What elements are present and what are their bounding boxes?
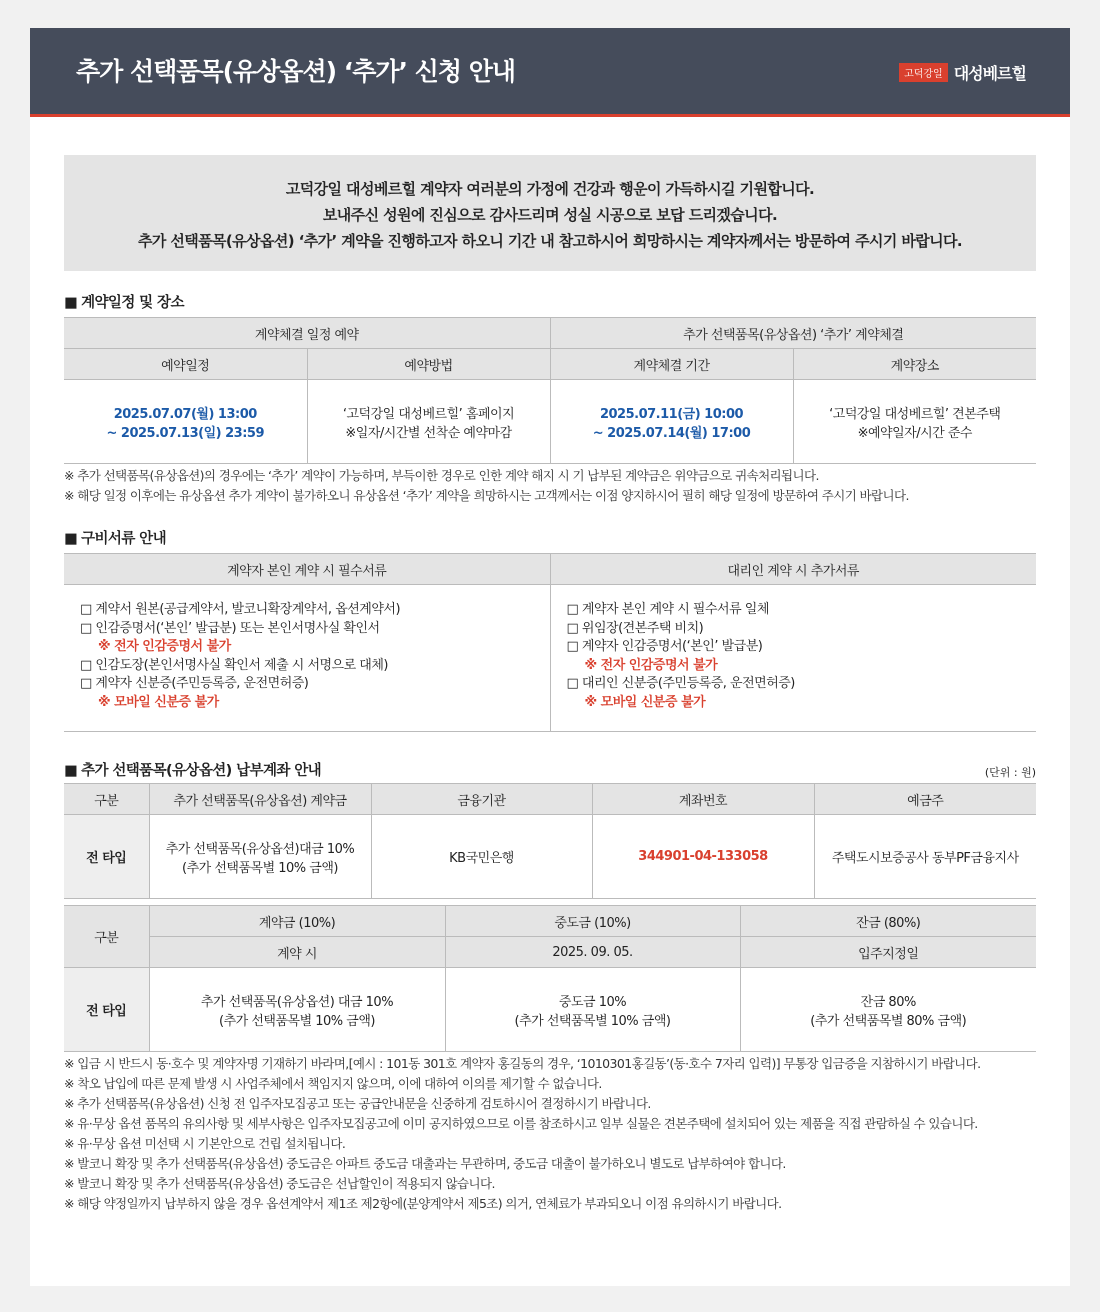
middle-subtext: (추가 선택품목별 10% 금액): [514, 1013, 671, 1029]
col-type: 구분: [64, 784, 149, 815]
note-line: ※ 발코니 확장 및 추가 선택품목(유상옵션) 중도금은 아파트 중도금 대출과는 무관하며, 중도금 대출이 불가하오니 별도로 납부하여야 합니다.: [64, 1156, 786, 1171]
account-number: 344901-04-133058: [592, 815, 814, 899]
col-contract-period: 계약체결 기간: [550, 349, 793, 380]
account-section: [64, 761, 1036, 899]
col-reserve-date: 예약일정: [64, 349, 307, 380]
deposit-cell: [149, 968, 445, 1052]
balance-header: 잔금 (80%): [740, 906, 1036, 937]
schedule-group-right: 추가 선택품목(유상옵션) ‘추가’ 계약체결: [550, 318, 1036, 349]
note-line: ※ 발코니 확장 및 추가 선택품목(유상옵션) 중도금은 선납할인이 적용되지 않습니다.: [64, 1176, 495, 1191]
intro-line: 고덕강일 대성베르힐 계약자 여러분의 가정에 건강과 행운이 가득하시길 기원합니다.: [285, 180, 815, 198]
note-line: ※ 해당 일정 이후에는 유상옵션 추가 계약이 불가하오니 유상옵션 ‘추가’ 계약을 희망하시는 고객께서는 이점 양지하시어 필히 해당 일정에 방문하여 주시기 바랍니다.: [64, 488, 909, 503]
row-type: 전 타입: [64, 815, 149, 899]
schedule-section: [64, 293, 1036, 506]
doc-item: □ 대리인 신분증(주민등록증, 운전면허증): [566, 676, 795, 691]
reserve-method-cell: [307, 380, 550, 464]
contract-place-cell: [793, 380, 1036, 464]
col-account-number: 계좌번호: [592, 784, 814, 815]
documents-section: [64, 529, 1036, 732]
account-table: [64, 783, 1036, 899]
payment-type-header: 구분: [64, 906, 149, 968]
reserve-date-end: ~ 2025.07.13(일) 23:59: [106, 425, 264, 441]
self-docs-cell: [64, 585, 550, 732]
col-agent-docs: 대리인 계약 시 추가서류: [550, 554, 1036, 585]
doc-item: □ 인감도장(본인서명사실 확인서 제출 시 서명으로 대체): [80, 657, 388, 673]
note-line: ※ 추가 선택품목(유상옵션) 신청 전 입주자모집공고 또는 공급안내문을 신중하게 검토하시어 결정하시기 바랍니다.: [64, 1096, 651, 1111]
reserve-method: ‘고덕강일 대성베르힐’ 홈페이지: [342, 406, 515, 422]
intro-box: [64, 155, 1036, 271]
deposit-text: 추가 선택품목(유상옵션)대금 10%: [165, 841, 355, 857]
holder-cell: 주택도시보증공사 동부PF금융지사: [814, 815, 1036, 899]
doc-warning: ※ 모바일 신분증 불가: [584, 694, 706, 710]
section-title: ■ 구비서류 안내: [64, 529, 1036, 549]
deposit-subtext: (추가 선택품목별 10% 금액): [182, 860, 338, 876]
section-title: ■ 계약일정 및 장소: [64, 293, 1036, 313]
schedule-notes: [64, 466, 1036, 506]
col-contract-place: 계약장소: [793, 349, 1036, 380]
section-title: ■ 추가 선택품목(유상옵션) 납부계좌 안내: [64, 761, 1036, 781]
agent-docs-cell: [550, 585, 1036, 732]
schedule-group-left: 계약체결 일정 예약: [64, 318, 550, 349]
documents-table: [64, 553, 1036, 732]
contract-period-cell: [550, 380, 793, 464]
doc-item: □ 위임장(견본주택 비치): [566, 620, 704, 636]
col-reserve-method: 예약방법: [307, 349, 550, 380]
intro-line: 보내주신 성원에 진심으로 감사드리며 성실 시공으로 보답 드리겠습니다.: [322, 206, 778, 224]
col-self-docs: 계약자 본인 계약 시 필수서류: [64, 554, 550, 585]
note-line: ※ 입금 시 반드시 동·호수 및 계약자명 기재하기 바라며,[예시 : 101동 301호 계약자 홍길동의 경우, ‘1010301홍길동’(동·호수 7자리 입력)] 무통장 입금증을 지참하시기 바랍니다.: [64, 1056, 981, 1071]
middle-text: 중도금 10%: [558, 994, 627, 1010]
doc-item: □ 인감증명서(‘본인’ 발급분) 또는 본인서명사실 확인서: [80, 620, 380, 636]
contract-place: ‘고덕강일 대성베르힐’ 견본주택: [829, 406, 1001, 422]
deposit-header: 계약금 (10%): [149, 906, 445, 937]
bank-cell: KB국민은행: [371, 815, 592, 899]
intro-line: 추가 선택품목(유상옵션) ‘추가’ 계약을 진행하고자 하오니 기간 내 참고하시어 희망하시는 계약자께서는 방문하여 주시기 바랍니다.: [137, 232, 963, 250]
doc-item: □ 계약자 신분증(주민등록증, 운전면허증): [80, 676, 309, 691]
brand-tag: 고덕강일: [899, 63, 948, 82]
note-line: ※ 착오 납입에 따른 문제 발생 시 사업주체에서 책임지지 않으며, 이에 대하여 이의를 제기할 수 없습니다.: [64, 1076, 602, 1091]
doc-item: □ 계약자 본인 계약 시 필수서류 일체: [566, 602, 769, 617]
schedule-table: [64, 317, 1036, 464]
note-line: ※ 해당 약정일까지 납부하지 않을 경우 옵션계약서 제1조 제2항에(분양계약서 제5조) 의거, 연체료가 부과되오니 이점 유의하시기 바랍니다.: [64, 1196, 782, 1211]
brand-name: 대성베르힐: [953, 64, 1026, 83]
balance-subtext: (추가 선택품목별 80% 금액): [810, 1013, 967, 1029]
payment-table: [64, 905, 1036, 1052]
middle-header: 중도금 (10%): [445, 906, 740, 937]
reserve-date-start: 2025.07.07(월) 13:00: [113, 406, 257, 422]
note-line: ※ 추가 선택품목(유상옵션)의 경우에는 ‘추가’ 계약이 가능하며, 부득이한 경우로 인한 계약 해지 시 기 납부된 계약금은 위약금으로 귀속처리됩니다.: [64, 468, 819, 483]
middle-cell: [445, 968, 740, 1052]
page-title: 추가 선택품목(유상옵션) ‘추가’ 신청 안내: [76, 57, 516, 86]
unit-label: (단위 : 원): [984, 766, 1036, 779]
middle-date: 2025. 09. 05.: [445, 937, 740, 968]
deposit-timing: 계약 시: [149, 937, 445, 968]
deposit-text: 추가 선택품목(유상옵션) 대금 10%: [200, 994, 394, 1010]
note-line: ※ 유·무상 옵션 미선택 시 기본안으로 건립 설치됩니다.: [64, 1136, 346, 1151]
contract-period-start: 2025.07.11(금) 10:00: [599, 406, 744, 422]
doc-warning: ※ 전자 인감증명서 불가: [98, 639, 231, 654]
col-bank: 금융기관: [371, 784, 592, 815]
brand-logo: [899, 61, 1026, 84]
deposit-cell: [149, 815, 371, 899]
payment-section: [64, 905, 1036, 1214]
balance-cell: [740, 968, 1036, 1052]
deposit-subtext: (추가 선택품목별 10% 금액): [219, 1013, 375, 1029]
payment-notes: [64, 1054, 1036, 1214]
notice-card: [30, 28, 1070, 1286]
page-header: [30, 28, 1070, 117]
note-line: ※ 유·무상 옵션 품목의 유의사항 및 세부사항은 입주자모집공고에 이미 공지하였으므로 이를 참조하시고 일부 실물은 견본주택에 설치되어 있는 제품을 직접 관람하실 수 있습니다.: [64, 1116, 978, 1131]
row-type: 전 타입: [64, 968, 149, 1052]
doc-warning: ※ 모바일 신분증 불가: [98, 694, 219, 710]
doc-warning: ※ 전자 인감증명서 불가: [584, 657, 718, 673]
contract-place-note: ※예약일자/시간 준수: [857, 425, 972, 441]
balance-timing: 입주지정일: [740, 937, 1036, 968]
col-holder: 예금주: [814, 784, 1036, 815]
doc-item: □ 계약자 인감증명서(‘본인’ 발급분): [566, 639, 763, 654]
col-deposit: 추가 선택품목(유상옵션) 계약금: [149, 784, 371, 815]
reserve-date-cell: [64, 380, 307, 464]
reserve-method-note: ※일자/시간별 선착순 예약마감: [345, 425, 512, 441]
contract-period-end: ~ 2025.07.14(월) 17:00: [592, 425, 751, 441]
balance-text: 잔금 80%: [860, 994, 916, 1010]
doc-item: □ 계약서 원본(공급계약서, 발코니확장계약서, 옵션계약서): [80, 602, 401, 617]
